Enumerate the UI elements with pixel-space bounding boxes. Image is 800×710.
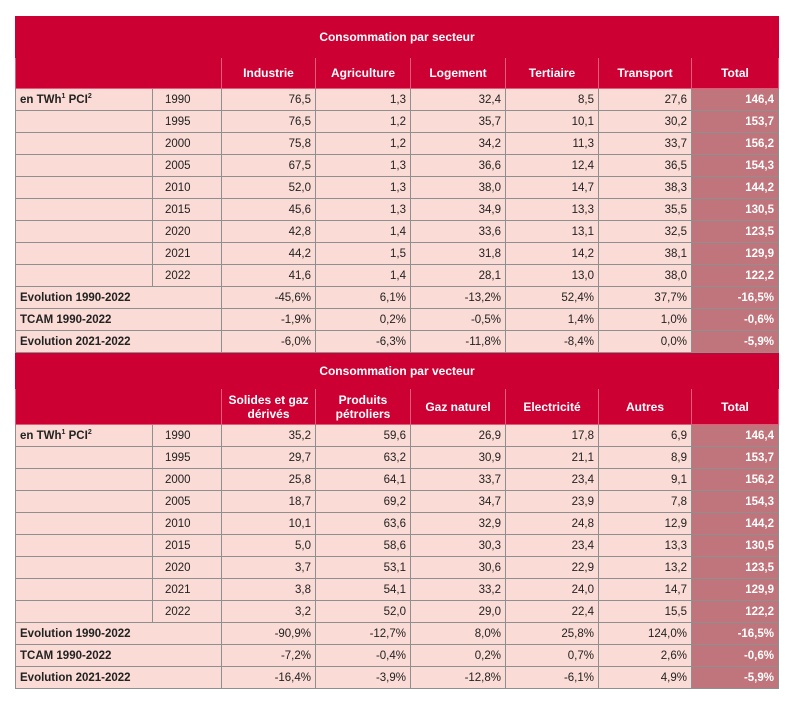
year-cell: 1995: [153, 447, 222, 469]
table-row: [16, 133, 779, 155]
stat-value-cell: -11,8%: [411, 331, 506, 353]
table-row: [16, 111, 779, 133]
value-cell: 32,9: [411, 513, 506, 535]
year-cell: 2010: [153, 177, 222, 199]
sector-column-header: Transport: [599, 58, 692, 89]
value-cell: 3,7: [222, 557, 316, 579]
empty-cell: [16, 601, 153, 623]
value-cell: 36,6: [411, 155, 506, 177]
sector-column-header: Industrie: [222, 58, 316, 89]
total-cell: 122,2: [692, 601, 779, 623]
year-cell: 2022: [153, 265, 222, 287]
vector-title: Consommation par vecteur: [16, 353, 779, 389]
value-cell: 1,4: [316, 265, 411, 287]
table-row: [16, 221, 779, 243]
value-cell: 29,7: [222, 447, 316, 469]
stat-value-cell: -6,0%: [222, 331, 316, 353]
value-cell: 1,3: [316, 199, 411, 221]
year-cell: 2020: [153, 221, 222, 243]
value-cell: 24,0: [506, 579, 599, 601]
stat-total-cell: -5,9%: [692, 331, 779, 353]
empty-cell: [16, 111, 153, 133]
stat-value-cell: 4,9%: [599, 667, 692, 689]
vector-column-header: Autres: [599, 389, 692, 425]
table-row: [16, 243, 779, 265]
value-cell: 38,0: [599, 265, 692, 287]
stat-value-cell: -0,4%: [316, 645, 411, 667]
total-cell: 154,3: [692, 491, 779, 513]
unit-footnote-2: 2: [87, 429, 92, 437]
value-cell: 27,6: [599, 89, 692, 111]
unit-label: [16, 425, 153, 447]
table-row: [16, 447, 779, 469]
stat-value-cell: -7,2%: [222, 645, 316, 667]
table-row: [16, 513, 779, 535]
consumption-table: [15, 16, 779, 689]
value-cell: 76,5: [222, 89, 316, 111]
stat-label: TCAM 1990-2022: [16, 645, 222, 667]
sector-column-header: Logement: [411, 58, 506, 89]
value-cell: 38,1: [599, 243, 692, 265]
value-cell: 54,1: [316, 579, 411, 601]
stat-value-cell: -8,4%: [506, 331, 599, 353]
value-cell: 34,2: [411, 133, 506, 155]
stat-value-cell: 0,2%: [316, 309, 411, 331]
value-cell: 25,8: [222, 469, 316, 491]
value-cell: 34,9: [411, 199, 506, 221]
stat-value-cell: 0,0%: [599, 331, 692, 353]
stat-total-cell: -0,6%: [692, 645, 779, 667]
stat-value-cell: -16,4%: [222, 667, 316, 689]
value-cell: 35,5: [599, 199, 692, 221]
value-cell: 53,1: [316, 557, 411, 579]
empty-cell: [16, 513, 153, 535]
total-cell: 122,2: [692, 265, 779, 287]
stat-total-cell: -16,5%: [692, 287, 779, 309]
value-cell: 13,1: [506, 221, 599, 243]
empty-cell: [16, 177, 153, 199]
value-cell: 36,5: [599, 155, 692, 177]
value-cell: 13,0: [506, 265, 599, 287]
sector-column-header: Total: [692, 58, 779, 89]
value-cell: 41,6: [222, 265, 316, 287]
table-row: [16, 579, 779, 601]
value-cell: 75,8: [222, 133, 316, 155]
total-cell: 144,2: [692, 513, 779, 535]
sector-column-header: Agriculture: [316, 58, 411, 89]
unit-label: [16, 89, 153, 111]
value-cell: 5,0: [222, 535, 316, 557]
sector-column-header: Tertiaire: [506, 58, 599, 89]
value-cell: 58,6: [316, 535, 411, 557]
table-row: [16, 89, 779, 111]
unit-prefix: en TWh: [20, 429, 62, 442]
value-cell: 52,0: [222, 177, 316, 199]
total-cell: 156,2: [692, 133, 779, 155]
value-cell: 63,2: [316, 447, 411, 469]
stat-value-cell: 25,8%: [506, 623, 599, 645]
empty-cell: [16, 579, 153, 601]
value-cell: 1,2: [316, 133, 411, 155]
value-cell: 63,6: [316, 513, 411, 535]
value-cell: 42,8: [222, 221, 316, 243]
stat-value-cell: 6,1%: [316, 287, 411, 309]
stat-value-cell: -90,9%: [222, 623, 316, 645]
sector-title-row: [16, 17, 779, 58]
value-cell: 34,7: [411, 491, 506, 513]
year-cell: 2000: [153, 133, 222, 155]
value-cell: 13,3: [506, 199, 599, 221]
empty-cell: [16, 265, 153, 287]
value-cell: 8,9: [599, 447, 692, 469]
stat-value-cell: -0,5%: [411, 309, 506, 331]
value-cell: 10,1: [506, 111, 599, 133]
unit-footnote-1: 1: [61, 429, 66, 437]
value-cell: 7,8: [599, 491, 692, 513]
value-cell: 52,0: [316, 601, 411, 623]
vector-header-row: [16, 389, 779, 425]
year-cell: 2015: [153, 199, 222, 221]
vector-header-blank: [16, 389, 222, 425]
value-cell: 59,6: [316, 425, 411, 447]
empty-cell: [16, 133, 153, 155]
total-cell: 129,9: [692, 243, 779, 265]
table-row: [16, 155, 779, 177]
stat-label: Evolution 1990-2022: [16, 287, 222, 309]
table-row: [16, 199, 779, 221]
value-cell: 1,3: [316, 177, 411, 199]
total-cell: 153,7: [692, 447, 779, 469]
value-cell: 15,5: [599, 601, 692, 623]
stat-total-cell: -5,9%: [692, 667, 779, 689]
table-row: [16, 557, 779, 579]
stat-value-cell: 1,0%: [599, 309, 692, 331]
value-cell: 14,7: [506, 177, 599, 199]
value-cell: 22,9: [506, 557, 599, 579]
empty-cell: [16, 491, 153, 513]
unit-footnote-2: 2: [87, 93, 92, 101]
year-cell: 2010: [153, 513, 222, 535]
value-cell: 38,0: [411, 177, 506, 199]
table-row: [16, 491, 779, 513]
total-cell: 153,7: [692, 111, 779, 133]
value-cell: 3,2: [222, 601, 316, 623]
empty-cell: [16, 469, 153, 491]
stat-value-cell: 2,6%: [599, 645, 692, 667]
unit-footnote-1: 1: [61, 93, 66, 101]
value-cell: 23,4: [506, 535, 599, 557]
sector-title: Consommation par secteur: [16, 17, 779, 58]
total-cell: 130,5: [692, 535, 779, 557]
value-cell: 1,2: [316, 111, 411, 133]
table-row: [16, 177, 779, 199]
value-cell: 1,3: [316, 155, 411, 177]
value-cell: 1,4: [316, 221, 411, 243]
value-cell: 22,4: [506, 601, 599, 623]
sector-header-row: [16, 58, 779, 89]
vector-column-header: Gaz naturel: [411, 389, 506, 425]
empty-cell: [16, 199, 153, 221]
value-cell: 32,4: [411, 89, 506, 111]
stat-value-cell: -12,7%: [316, 623, 411, 645]
total-cell: 123,5: [692, 557, 779, 579]
total-cell: 130,5: [692, 199, 779, 221]
stat-value-cell: -6,3%: [316, 331, 411, 353]
empty-cell: [16, 155, 153, 177]
value-cell: 14,7: [599, 579, 692, 601]
value-cell: 1,5: [316, 243, 411, 265]
vector-column-header: Electricité: [506, 389, 599, 425]
vector-column-header: Solides et gaz dérivés: [222, 389, 316, 425]
stat-value-cell: 52,4%: [506, 287, 599, 309]
sector-header-blank: [16, 58, 222, 89]
stat-label: Evolution 2021-2022: [16, 667, 222, 689]
value-cell: 9,1: [599, 469, 692, 491]
value-cell: 69,2: [316, 491, 411, 513]
value-cell: 10,1: [222, 513, 316, 535]
value-cell: 76,5: [222, 111, 316, 133]
total-cell: 129,9: [692, 579, 779, 601]
value-cell: 31,8: [411, 243, 506, 265]
empty-cell: [16, 221, 153, 243]
value-cell: 30,2: [599, 111, 692, 133]
empty-cell: [16, 447, 153, 469]
value-cell: 12,9: [599, 513, 692, 535]
total-cell: 123,5: [692, 221, 779, 243]
value-cell: 13,3: [599, 535, 692, 557]
vector-column-header: Total: [692, 389, 779, 425]
value-cell: 6,9: [599, 425, 692, 447]
stat-row: [16, 667, 779, 689]
year-cell: 2005: [153, 155, 222, 177]
stat-total-cell: -16,5%: [692, 623, 779, 645]
value-cell: 30,6: [411, 557, 506, 579]
value-cell: 67,5: [222, 155, 316, 177]
table-row: [16, 469, 779, 491]
stat-value-cell: 0,7%: [506, 645, 599, 667]
stat-value-cell: 1,4%: [506, 309, 599, 331]
stat-value-cell: -3,9%: [316, 667, 411, 689]
empty-cell: [16, 243, 153, 265]
year-cell: 2005: [153, 491, 222, 513]
total-cell: 156,2: [692, 469, 779, 491]
value-cell: 33,7: [599, 133, 692, 155]
value-cell: 1,3: [316, 89, 411, 111]
value-cell: 18,7: [222, 491, 316, 513]
stat-row: [16, 331, 779, 353]
stat-row: [16, 623, 779, 645]
value-cell: 30,9: [411, 447, 506, 469]
year-cell: 2021: [153, 243, 222, 265]
stat-value-cell: -13,2%: [411, 287, 506, 309]
energy-consumption-tables: [15, 16, 778, 689]
total-cell: 146,4: [692, 89, 779, 111]
year-cell: 1995: [153, 111, 222, 133]
value-cell: 64,1: [316, 469, 411, 491]
value-cell: 28,1: [411, 265, 506, 287]
stat-label: TCAM 1990-2022: [16, 309, 222, 331]
value-cell: 38,3: [599, 177, 692, 199]
value-cell: 23,4: [506, 469, 599, 491]
value-cell: 33,7: [411, 469, 506, 491]
unit-pci: PCI: [65, 429, 88, 442]
stat-label: Evolution 2021-2022: [16, 331, 222, 353]
year-cell: 2015: [153, 535, 222, 557]
year-cell: 2021: [153, 579, 222, 601]
year-cell: 2022: [153, 601, 222, 623]
stat-value-cell: -1,9%: [222, 309, 316, 331]
year-cell: 2020: [153, 557, 222, 579]
value-cell: 33,2: [411, 579, 506, 601]
value-cell: 26,9: [411, 425, 506, 447]
value-cell: 12,4: [506, 155, 599, 177]
table-row: [16, 425, 779, 447]
value-cell: 17,8: [506, 425, 599, 447]
value-cell: 13,2: [599, 557, 692, 579]
value-cell: 24,8: [506, 513, 599, 535]
stat-value-cell: 37,7%: [599, 287, 692, 309]
stat-value-cell: -6,1%: [506, 667, 599, 689]
stat-row: [16, 287, 779, 309]
total-cell: 144,2: [692, 177, 779, 199]
stat-total-cell: -0,6%: [692, 309, 779, 331]
value-cell: 21,1: [506, 447, 599, 469]
value-cell: 29,0: [411, 601, 506, 623]
total-cell: 154,3: [692, 155, 779, 177]
stat-row: [16, 645, 779, 667]
stat-label: Evolution 1990-2022: [16, 623, 222, 645]
table-row: [16, 265, 779, 287]
value-cell: 3,8: [222, 579, 316, 601]
value-cell: 44,2: [222, 243, 316, 265]
stat-row: [16, 309, 779, 331]
stat-value-cell: -45,6%: [222, 287, 316, 309]
value-cell: 23,9: [506, 491, 599, 513]
value-cell: 11,3: [506, 133, 599, 155]
stat-value-cell: 124,0%: [599, 623, 692, 645]
vector-title-row: [16, 353, 779, 389]
value-cell: 33,6: [411, 221, 506, 243]
year-cell: 2000: [153, 469, 222, 491]
year-cell: 1990: [153, 425, 222, 447]
total-cell: 146,4: [692, 425, 779, 447]
value-cell: 14,2: [506, 243, 599, 265]
stat-value-cell: 0,2%: [411, 645, 506, 667]
empty-cell: [16, 557, 153, 579]
value-cell: 35,2: [222, 425, 316, 447]
value-cell: 8,5: [506, 89, 599, 111]
unit-prefix: en TWh: [20, 93, 62, 106]
stat-value-cell: -12,8%: [411, 667, 506, 689]
year-cell: 1990: [153, 89, 222, 111]
stat-value-cell: 8,0%: [411, 623, 506, 645]
unit-pci: PCI: [65, 93, 88, 106]
value-cell: 30,3: [411, 535, 506, 557]
value-cell: 45,6: [222, 199, 316, 221]
value-cell: 35,7: [411, 111, 506, 133]
table-row: [16, 601, 779, 623]
empty-cell: [16, 535, 153, 557]
table-row: [16, 535, 779, 557]
value-cell: 32,5: [599, 221, 692, 243]
vector-column-header: Produits pétroliers: [316, 389, 411, 425]
